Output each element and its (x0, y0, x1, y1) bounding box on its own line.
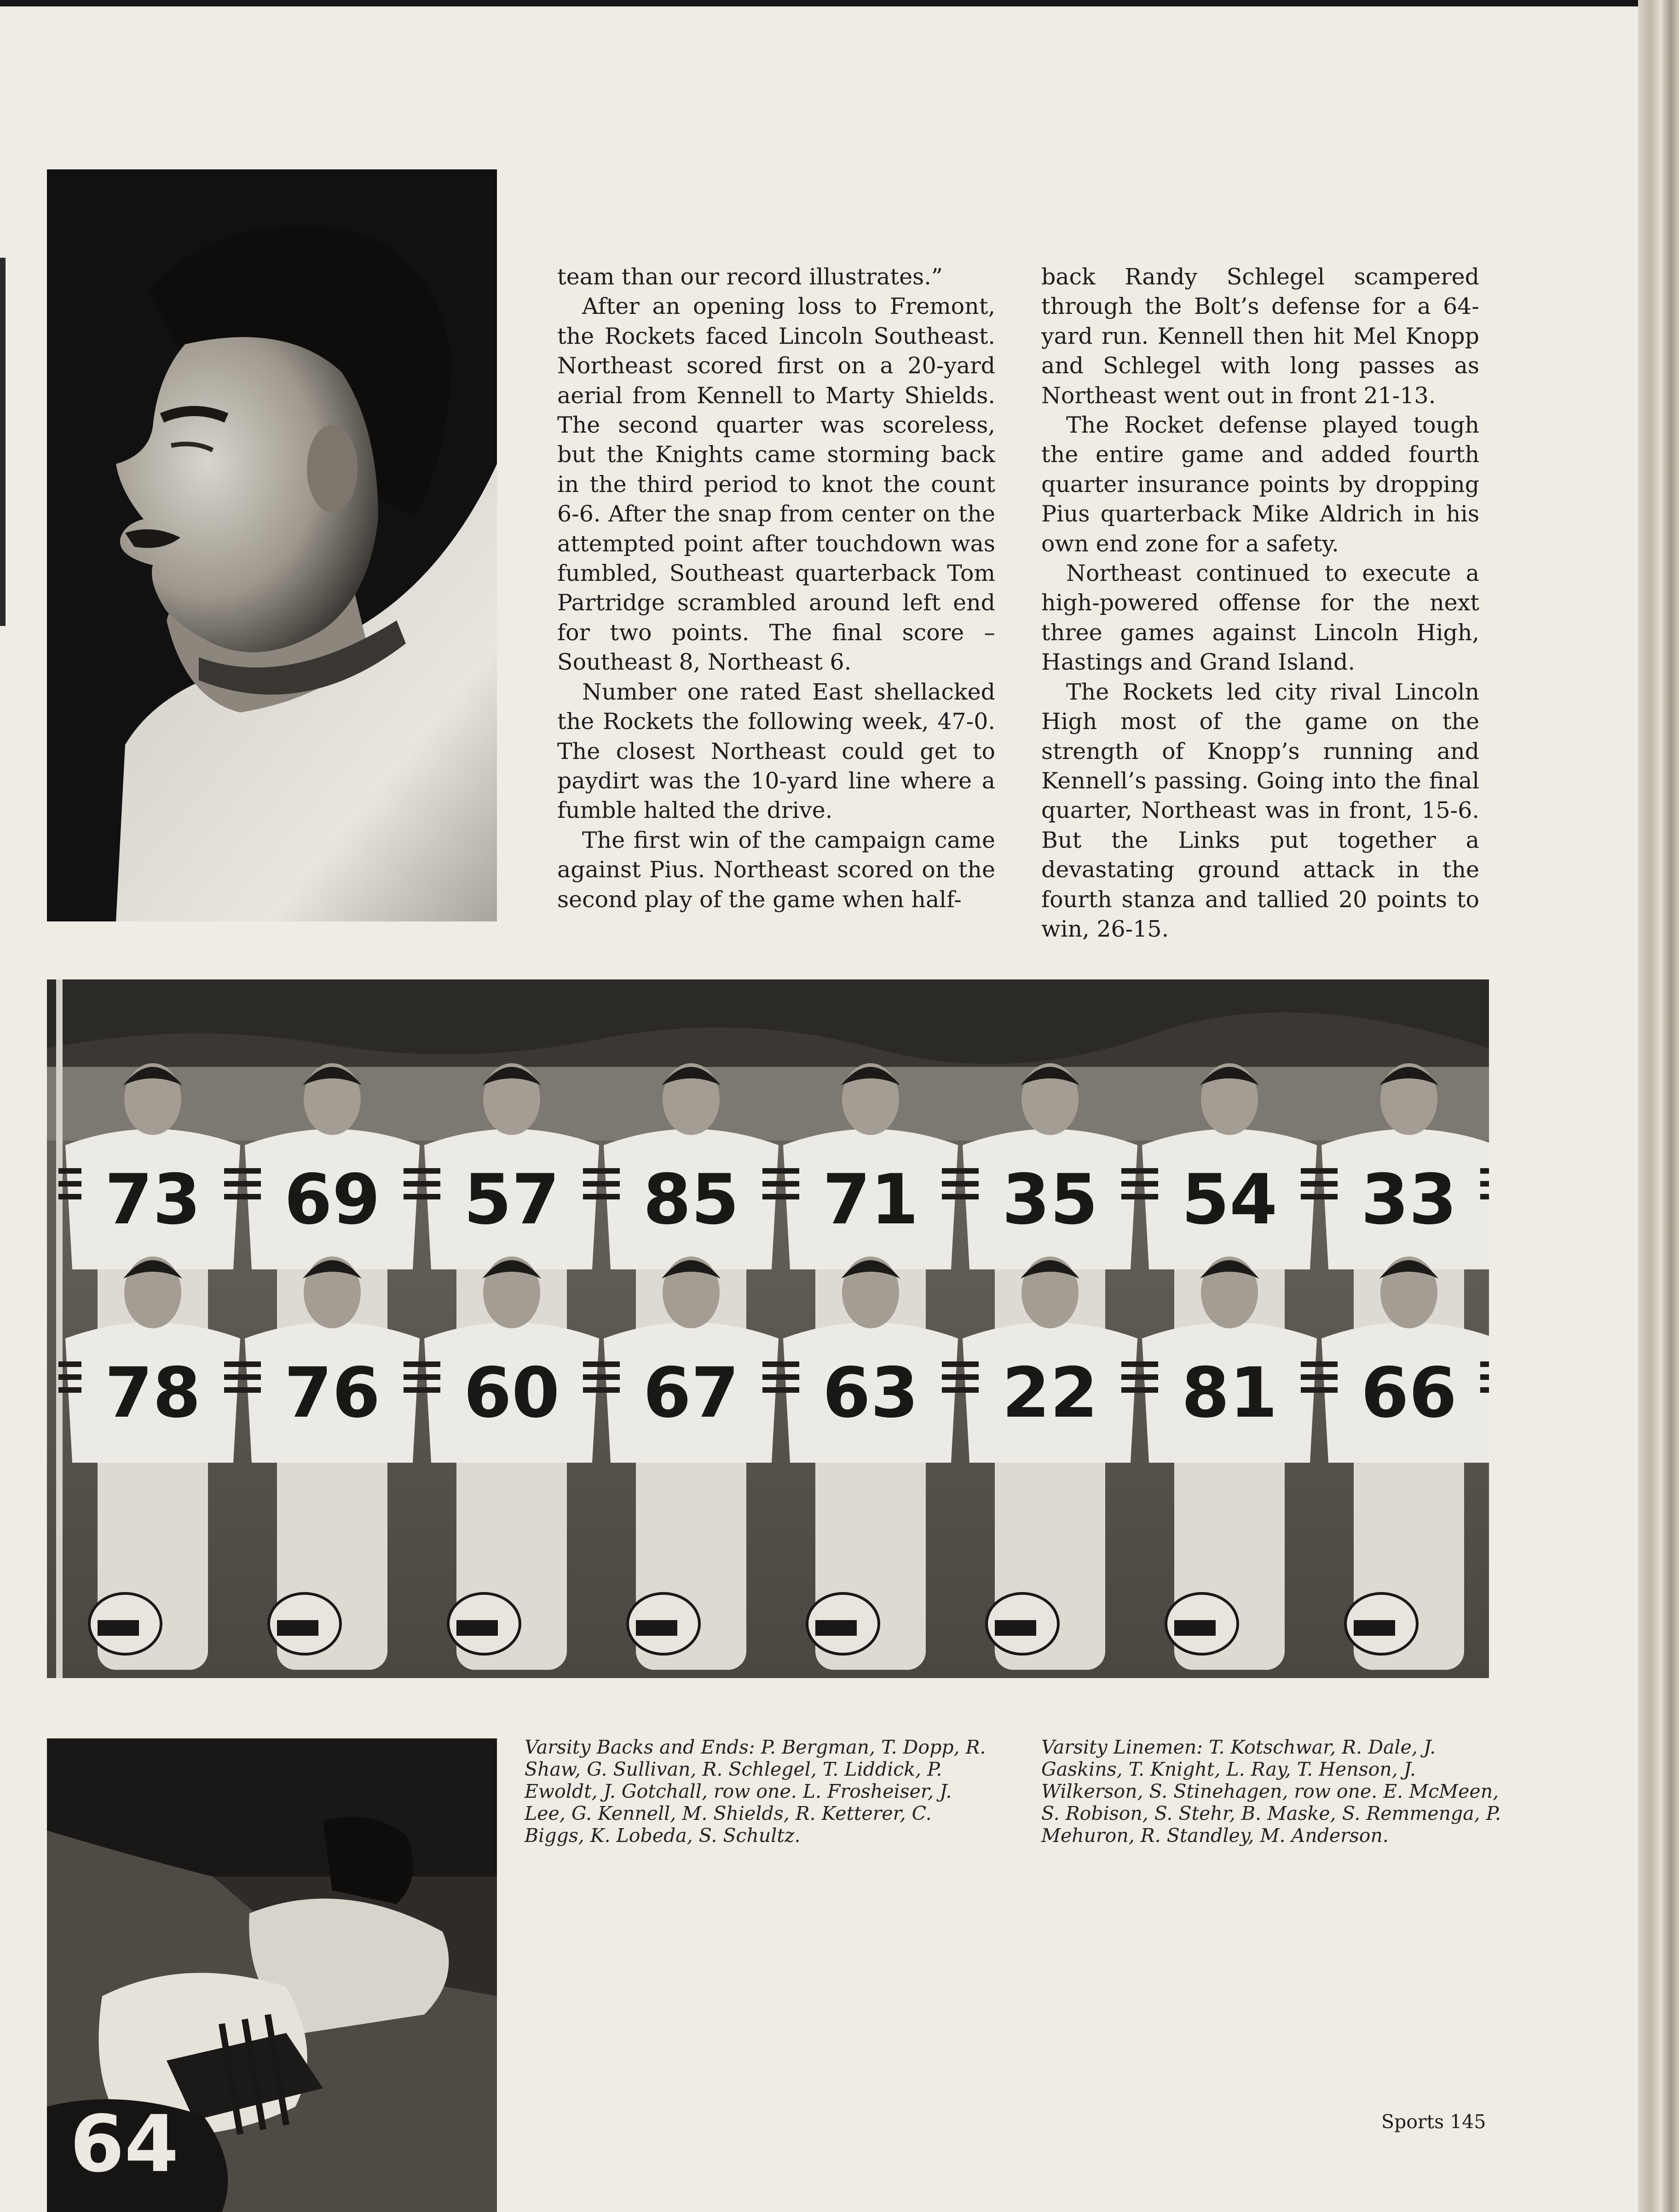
binding-shadow (0, 258, 6, 626)
jersey-number: 81 (1181, 1353, 1278, 1433)
page-edge (1638, 0, 1679, 2212)
jersey-number: 54 (1181, 1160, 1278, 1240)
game-action-photo (47, 1738, 497, 2212)
jersey-number: 66 (1361, 1353, 1457, 1433)
varsity-team-photo (47, 979, 1489, 1678)
paragraph: Number one rated East shellacked the Rockets the following week, 47-0. The closest Northeast could get to paydirt was the 10-yard line where a fumble halted the drive. (557, 678, 995, 824)
paragraph: team than our record illustrates.” (557, 264, 943, 290)
paragraph: Northeast continued to execute a high-powered offense for the next three games against Lincoln High, Hastings and Grand Island. (1041, 560, 1479, 676)
jersey-number: 57 (463, 1160, 560, 1240)
paragraph: The first win of the campaign came against Pius. Northeast scored on the second play of the game when half- (557, 827, 995, 913)
action-jersey-number: 64 (70, 2099, 179, 2190)
article-column-2 (1041, 262, 1479, 944)
jersey-number: 67 (643, 1353, 739, 1433)
paragraph: The Rocket defense played tough the entire game and added fourth quarter insurance points by dropping Pius quarterback Mike Aldrich in his own end zone for a safety. (1041, 412, 1479, 557)
jersey-number: 73 (104, 1160, 201, 1240)
jersey-number: 71 (822, 1160, 919, 1240)
coach-portrait-photo (47, 169, 497, 921)
jersey-number: 69 (284, 1160, 381, 1240)
jersey-number: 78 (104, 1353, 201, 1433)
jersey-number: 33 (1361, 1160, 1457, 1240)
paragraph: back Randy Schlegel scampered through the Bolt’s defense for a 64-yard run. Kennell then hit Mel Knopp and Schlegel with long passes as Northeast went out in front 21-13. (1041, 264, 1479, 409)
page-folio: Sports 145 (1381, 2111, 1486, 2133)
paragraph: The Rockets led city rival Lincoln High most of the game on the strength of Knopp’s running and Kennell’s passing. Going into the final quarter, Northeast was in front, 15-6. But the Links put together a devastating ground attack in the fourth stanza and tallied 20 points to win, 26-15. (1041, 678, 1479, 942)
paragraph: After an opening loss to Fremont, the Rockets faced Lincoln Southeast. Northeast scored first on a 20-yard aerial from Kennell to Marty Shields. The second quarter was scoreless, but the Knights came storming back in the third period to knot the count 6-6. After the snap from center on the attempted point after touchdown was fumbled, Southeast quarterback Tom Partridge scrambled around left end for two points. The final score – Southeast 8, Northeast 6. (557, 293, 995, 676)
jersey-number: 35 (1002, 1160, 1098, 1240)
jersey-number: 60 (463, 1353, 560, 1433)
caption-linemen: Varsity Linemen: T. Kotschwar, R. Dale, J. Gaskins, T. Knight, L. Ray, T. Henson, J. Wilkerson, S. Stinehagen, row one. E. McMeen, S. Robison, S. Stehr, B. Maske, S. Remmenga, P. Mehuron, R. Standley, M. Anderson. (1041, 1736, 1501, 1847)
jersey-number: 22 (1002, 1353, 1098, 1433)
article-column-1 (557, 262, 995, 915)
caption-backs-and-ends: Varsity Backs and Ends: P. Bergman, T. Dopp, R. Shaw, G. Sullivan, R. Schlegel, T. Liddick, P. Ewoldt, J. Gotchall, row one. L. Frosheiser, J. Lee, G. Kennell, M. Shields, R. Ketterer, C. Biggs, K. Lobeda, S. Schultz. (525, 1736, 986, 1847)
jersey-number: 63 (822, 1353, 919, 1433)
jersey-number: 76 (284, 1353, 381, 1433)
jersey-number: 85 (643, 1160, 739, 1240)
